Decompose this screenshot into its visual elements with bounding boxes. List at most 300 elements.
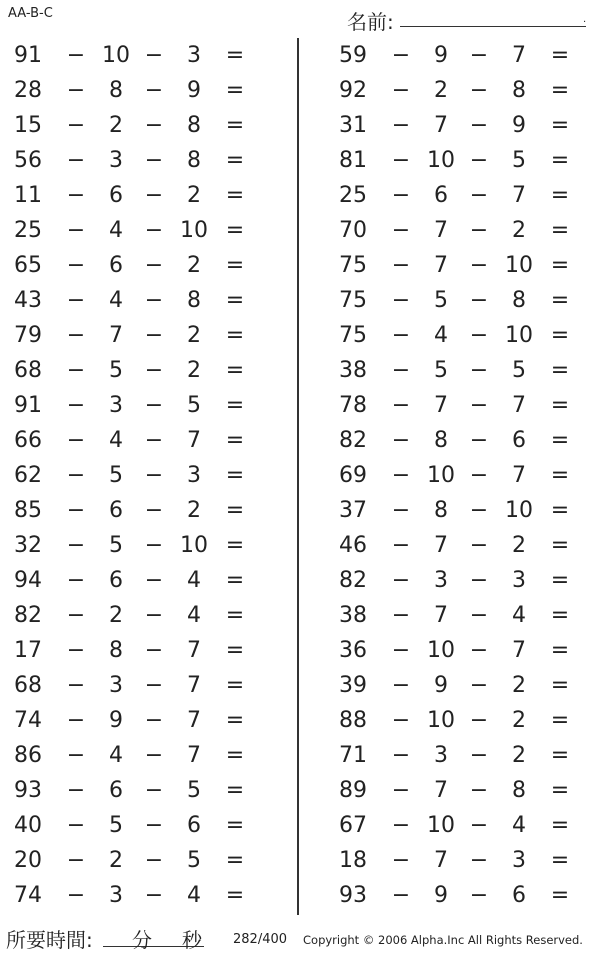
first-number: 20	[14, 848, 42, 873]
first-number: 28	[14, 78, 42, 103]
second-number: 8	[109, 638, 123, 663]
second-number: 3	[109, 393, 123, 418]
third-number: 4	[187, 568, 201, 593]
equals-sign: =	[225, 78, 245, 103]
first-number: 74	[14, 708, 42, 733]
second-number: 5	[434, 358, 448, 383]
third-number: 2	[187, 323, 201, 348]
minus-sign: −	[144, 78, 164, 103]
copyright-notice: Copyright © 2006 Alpha.Inc All Rights Reserved.	[303, 933, 583, 947]
third-number: 7	[512, 638, 526, 663]
second-number: 7	[434, 778, 448, 803]
problem-row	[8, 248, 258, 283]
minus-sign: −	[391, 673, 411, 698]
third-number: 6	[512, 883, 526, 908]
minus-sign: −	[391, 638, 411, 663]
problem-row	[8, 143, 258, 178]
minus-sign: −	[66, 848, 86, 873]
problem-row	[8, 598, 258, 633]
third-number: 6	[512, 428, 526, 453]
first-number: 91	[14, 393, 42, 418]
second-number: 10	[427, 813, 455, 838]
second-number: 3	[434, 743, 448, 768]
third-number: 10	[180, 533, 208, 558]
equals-sign: =	[225, 603, 245, 628]
problem-row	[333, 563, 583, 598]
minus-sign: −	[469, 393, 489, 418]
second-number: 8	[434, 498, 448, 523]
problem-row	[8, 178, 258, 213]
problem-row	[8, 283, 258, 318]
first-number: 91	[14, 43, 42, 68]
second-number: 2	[109, 113, 123, 138]
minus-sign: −	[391, 148, 411, 173]
problem-row	[333, 458, 583, 493]
minus-sign: −	[469, 358, 489, 383]
name-line-end: .	[583, 14, 587, 25]
equals-sign: =	[550, 148, 570, 173]
second-number: 6	[109, 498, 123, 523]
problem-row	[333, 633, 583, 668]
first-number: 78	[339, 393, 367, 418]
first-number: 68	[14, 673, 42, 698]
equals-sign: =	[225, 778, 245, 803]
third-number: 8	[187, 148, 201, 173]
second-number: 5	[109, 813, 123, 838]
problem-row	[333, 668, 583, 703]
third-number: 2	[512, 533, 526, 558]
third-number: 9	[187, 78, 201, 103]
equals-sign: =	[225, 43, 245, 68]
minus-sign: −	[66, 883, 86, 908]
problem-row	[8, 738, 258, 773]
minus-sign: −	[144, 603, 164, 628]
minus-sign: −	[66, 533, 86, 558]
second-number: 2	[109, 603, 123, 628]
third-number: 2	[512, 743, 526, 768]
second-number: 7	[434, 393, 448, 418]
minus-sign: −	[144, 288, 164, 313]
second-number: 7	[434, 533, 448, 558]
minus-sign: −	[391, 218, 411, 243]
second-number: 6	[434, 183, 448, 208]
third-number: 2	[512, 673, 526, 698]
minus-sign: −	[66, 813, 86, 838]
second-number: 7	[434, 113, 448, 138]
second-number: 8	[434, 428, 448, 453]
minus-sign: −	[469, 638, 489, 663]
minus-sign: −	[391, 568, 411, 593]
equals-sign: =	[225, 743, 245, 768]
equals-sign: =	[550, 743, 570, 768]
minus-sign: −	[66, 288, 86, 313]
third-number: 8	[512, 78, 526, 103]
minus-sign: −	[469, 218, 489, 243]
first-number: 11	[14, 183, 42, 208]
seconds-label: 秒	[182, 928, 202, 952]
minus-sign: −	[391, 183, 411, 208]
third-number: 2	[187, 253, 201, 278]
second-number: 3	[109, 148, 123, 173]
third-number: 8	[512, 778, 526, 803]
minus-sign: −	[144, 568, 164, 593]
equals-sign: =	[225, 498, 245, 523]
second-number: 3	[434, 568, 448, 593]
third-number: 7	[187, 638, 201, 663]
first-number: 79	[14, 323, 42, 348]
first-number: 82	[339, 428, 367, 453]
minus-sign: −	[144, 848, 164, 873]
second-number: 3	[109, 883, 123, 908]
first-number: 59	[339, 43, 367, 68]
minus-sign: −	[391, 743, 411, 768]
problem-row	[8, 878, 258, 913]
second-number: 10	[427, 638, 455, 663]
minus-sign: −	[469, 568, 489, 593]
equals-sign: =	[550, 393, 570, 418]
third-number: 3	[512, 848, 526, 873]
first-number: 36	[339, 638, 367, 663]
minus-sign: −	[469, 673, 489, 698]
equals-sign: =	[550, 778, 570, 803]
first-number: 93	[339, 883, 367, 908]
second-number: 9	[109, 708, 123, 733]
first-number: 25	[339, 183, 367, 208]
second-number: 10	[427, 463, 455, 488]
minus-sign: −	[66, 638, 86, 663]
problem-row	[333, 843, 583, 878]
minus-sign: −	[66, 323, 86, 348]
minus-sign: −	[469, 323, 489, 348]
minus-sign: −	[469, 813, 489, 838]
equals-sign: =	[550, 43, 570, 68]
minus-sign: −	[66, 498, 86, 523]
first-number: 75	[339, 253, 367, 278]
equals-sign: =	[225, 883, 245, 908]
minus-sign: −	[391, 253, 411, 278]
third-number: 2	[187, 498, 201, 523]
minus-sign: −	[469, 498, 489, 523]
third-number: 8	[187, 288, 201, 313]
minus-sign: −	[144, 323, 164, 348]
first-number: 17	[14, 638, 42, 663]
minus-sign: −	[391, 848, 411, 873]
minus-sign: −	[391, 603, 411, 628]
problem-row	[333, 773, 583, 808]
equals-sign: =	[550, 533, 570, 558]
equals-sign: =	[225, 393, 245, 418]
minus-sign: −	[144, 393, 164, 418]
first-number: 43	[14, 288, 42, 313]
problem-row	[333, 878, 583, 913]
equals-sign: =	[550, 813, 570, 838]
second-number: 6	[109, 778, 123, 803]
first-number: 65	[14, 253, 42, 278]
third-number: 5	[187, 848, 201, 873]
column-divider	[297, 38, 299, 915]
first-number: 38	[339, 358, 367, 383]
minus-sign: −	[469, 778, 489, 803]
first-number: 18	[339, 848, 367, 873]
minus-sign: −	[469, 428, 489, 453]
equals-sign: =	[550, 568, 570, 593]
equals-sign: =	[225, 183, 245, 208]
problem-row	[8, 108, 258, 143]
equals-sign: =	[225, 148, 245, 173]
equals-sign: =	[550, 708, 570, 733]
third-number: 2	[512, 708, 526, 733]
minus-sign: −	[469, 743, 489, 768]
minus-sign: −	[469, 288, 489, 313]
minus-sign: −	[144, 463, 164, 488]
first-number: 62	[14, 463, 42, 488]
minus-sign: −	[66, 778, 86, 803]
equals-sign: =	[550, 463, 570, 488]
minus-sign: −	[144, 253, 164, 278]
first-number: 85	[14, 498, 42, 523]
left-problem-list	[8, 38, 258, 913]
equals-sign: =	[225, 813, 245, 838]
first-number: 38	[339, 603, 367, 628]
first-number: 93	[14, 778, 42, 803]
first-number: 82	[14, 603, 42, 628]
equals-sign: =	[225, 568, 245, 593]
minus-sign: −	[66, 148, 86, 173]
minus-sign: −	[144, 358, 164, 383]
second-number: 7	[109, 323, 123, 348]
name-label: 名前:	[347, 10, 394, 34]
problem-row	[8, 528, 258, 563]
equals-sign: =	[550, 288, 570, 313]
second-number: 4	[109, 218, 123, 243]
problem-row	[333, 353, 583, 388]
second-number: 10	[427, 148, 455, 173]
problem-row	[333, 388, 583, 423]
problem-row	[8, 703, 258, 738]
second-number: 2	[434, 78, 448, 103]
first-number: 31	[339, 113, 367, 138]
third-number: 8	[187, 113, 201, 138]
minus-sign: −	[66, 113, 86, 138]
minus-sign: −	[391, 883, 411, 908]
first-number: 37	[339, 498, 367, 523]
third-number: 10	[505, 323, 533, 348]
minus-sign: −	[144, 148, 164, 173]
second-number: 7	[434, 603, 448, 628]
first-number: 75	[339, 288, 367, 313]
equals-sign: =	[225, 113, 245, 138]
equals-sign: =	[225, 848, 245, 873]
third-number: 6	[187, 813, 201, 838]
second-number: 4	[109, 428, 123, 453]
first-number: 92	[339, 78, 367, 103]
first-number: 69	[339, 463, 367, 488]
equals-sign: =	[550, 113, 570, 138]
third-number: 7	[187, 708, 201, 733]
equals-sign: =	[550, 673, 570, 698]
right-problem-list	[333, 38, 583, 913]
equals-sign: =	[225, 358, 245, 383]
problem-row	[8, 318, 258, 353]
time-label: 所要時間:	[6, 928, 93, 952]
first-number: 56	[14, 148, 42, 173]
equals-sign: =	[550, 218, 570, 243]
third-number: 2	[187, 183, 201, 208]
first-number: 75	[339, 323, 367, 348]
third-number: 2	[512, 218, 526, 243]
minus-sign: −	[391, 288, 411, 313]
first-number: 46	[339, 533, 367, 558]
second-number: 10	[102, 43, 130, 68]
minus-sign: −	[391, 428, 411, 453]
equals-sign: =	[550, 638, 570, 663]
problem-row	[8, 563, 258, 598]
minus-sign: −	[144, 708, 164, 733]
equals-sign: =	[550, 498, 570, 523]
problem-row	[333, 423, 583, 458]
third-number: 4	[512, 603, 526, 628]
problem-row	[8, 38, 258, 73]
problem-row	[8, 843, 258, 878]
second-number: 4	[109, 743, 123, 768]
problem-row	[8, 213, 258, 248]
equals-sign: =	[225, 218, 245, 243]
problem-row	[8, 773, 258, 808]
problem-row	[333, 493, 583, 528]
second-number: 6	[109, 568, 123, 593]
first-number: 94	[14, 568, 42, 593]
first-number: 67	[339, 813, 367, 838]
equals-sign: =	[225, 533, 245, 558]
second-number: 4	[434, 323, 448, 348]
second-number: 5	[434, 288, 448, 313]
first-number: 74	[14, 883, 42, 908]
second-number: 8	[109, 78, 123, 103]
equals-sign: =	[225, 323, 245, 348]
minus-sign: −	[469, 463, 489, 488]
worksheet-code: AA-B-C	[8, 6, 53, 21]
second-number: 5	[109, 463, 123, 488]
minus-sign: −	[469, 113, 489, 138]
second-number: 2	[109, 848, 123, 873]
second-number: 4	[109, 288, 123, 313]
equals-sign: =	[225, 428, 245, 453]
equals-sign: =	[225, 288, 245, 313]
third-number: 7	[512, 393, 526, 418]
minus-sign: −	[66, 673, 86, 698]
problem-row	[333, 283, 583, 318]
problem-row	[333, 528, 583, 563]
first-number: 25	[14, 218, 42, 243]
problem-row	[8, 423, 258, 458]
first-number: 88	[339, 708, 367, 733]
minus-sign: −	[469, 883, 489, 908]
equals-sign: =	[550, 253, 570, 278]
minus-sign: −	[66, 393, 86, 418]
minus-sign: −	[144, 638, 164, 663]
third-number: 7	[512, 43, 526, 68]
minus-sign: −	[391, 393, 411, 418]
third-number: 10	[505, 253, 533, 278]
minus-sign: −	[469, 708, 489, 733]
first-number: 32	[14, 533, 42, 558]
equals-sign: =	[225, 673, 245, 698]
first-number: 81	[339, 148, 367, 173]
third-number: 10	[505, 498, 533, 523]
equals-sign: =	[550, 428, 570, 453]
problem-row	[333, 738, 583, 773]
third-number: 3	[187, 463, 201, 488]
third-number: 5	[187, 778, 201, 803]
minus-sign: −	[391, 358, 411, 383]
minus-sign: −	[391, 463, 411, 488]
third-number: 4	[187, 883, 201, 908]
problem-row	[8, 353, 258, 388]
name-field-line	[400, 26, 586, 27]
minus-sign: −	[144, 43, 164, 68]
second-number: 5	[109, 358, 123, 383]
minus-sign: −	[66, 603, 86, 628]
problem-row	[8, 808, 258, 843]
third-number: 8	[512, 288, 526, 313]
minus-sign: −	[469, 253, 489, 278]
minus-sign: −	[144, 883, 164, 908]
minus-sign: −	[391, 778, 411, 803]
minus-sign: −	[144, 218, 164, 243]
minus-sign: −	[469, 603, 489, 628]
problem-row	[333, 38, 583, 73]
minus-sign: −	[66, 708, 86, 733]
third-number: 4	[512, 813, 526, 838]
minus-sign: −	[144, 533, 164, 558]
minus-sign: −	[144, 778, 164, 803]
minus-sign: −	[469, 78, 489, 103]
third-number: 3	[512, 568, 526, 593]
first-number: 68	[14, 358, 42, 383]
problem-row	[8, 493, 258, 528]
problem-row	[333, 178, 583, 213]
equals-sign: =	[550, 883, 570, 908]
third-number: 7	[512, 183, 526, 208]
problem-row	[8, 73, 258, 108]
minus-sign: −	[66, 568, 86, 593]
minus-sign: −	[391, 533, 411, 558]
equals-sign: =	[550, 183, 570, 208]
problem-row	[8, 388, 258, 423]
minus-sign: −	[391, 498, 411, 523]
third-number: 7	[187, 428, 201, 453]
equals-sign: =	[225, 708, 245, 733]
first-number: 66	[14, 428, 42, 453]
minus-sign: −	[469, 183, 489, 208]
minus-sign: −	[391, 323, 411, 348]
problem-row	[333, 73, 583, 108]
third-number: 4	[187, 603, 201, 628]
equals-sign: =	[225, 253, 245, 278]
second-number: 6	[109, 253, 123, 278]
minus-sign: −	[469, 848, 489, 873]
minus-sign: −	[66, 463, 86, 488]
minus-sign: −	[144, 183, 164, 208]
first-number: 15	[14, 113, 42, 138]
third-number: 9	[512, 113, 526, 138]
minutes-label: 分	[132, 928, 152, 952]
minus-sign: −	[66, 358, 86, 383]
third-number: 3	[187, 43, 201, 68]
third-number: 7	[187, 673, 201, 698]
second-number: 10	[427, 708, 455, 733]
problem-row	[8, 458, 258, 493]
